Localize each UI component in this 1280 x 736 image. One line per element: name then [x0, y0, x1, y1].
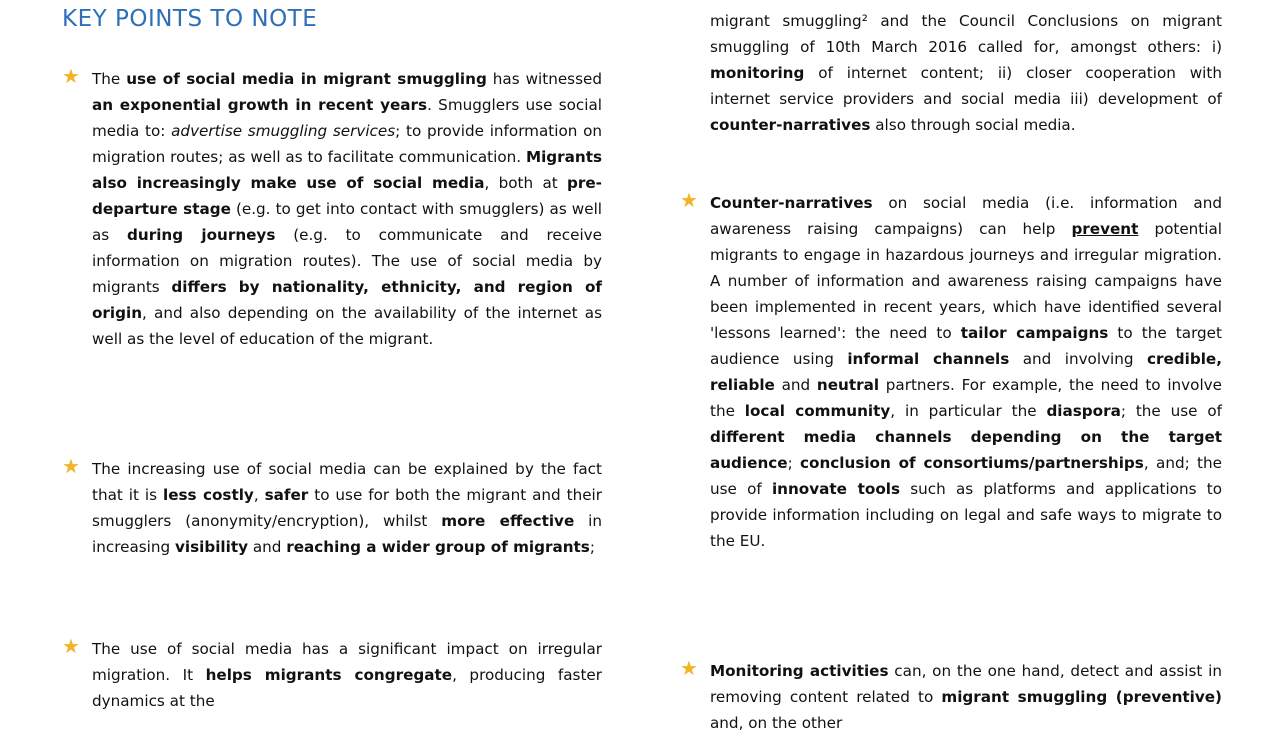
emphasis-text: informal channels — [847, 350, 1010, 368]
emphasis-text: prevent — [1071, 220, 1139, 238]
key-point-text: The increasing use of social media can be explained by the fact that it is less costly, safer to use for both the migrant and their smugglers (anonymity/encryption), whilst more effective in increasing visibility and reaching a wider group of migrants; — [92, 460, 603, 556]
emphasis-text: neutral — [816, 376, 880, 394]
emphasis-text: different media channels depending on the target audience — [710, 428, 1222, 472]
emphasis-text: diaspora — [1046, 402, 1121, 420]
key-point-block — [680, 188, 1222, 554]
page-title: KEY POINTS TO NOTE — [62, 6, 318, 32]
star-icon: ★ — [680, 188, 698, 212]
emphasis-text: safer — [264, 486, 309, 504]
star-icon: ★ — [62, 454, 80, 478]
key-point-block — [680, 656, 1222, 736]
key-point-text: The use of social media has a significant impact on irregular migration. It helps migrants congregate, producing faster dynamics at the — [92, 640, 602, 710]
emphasis-text: migrant smuggling (preventive) — [941, 688, 1222, 706]
emphasis-text: visibility — [174, 538, 248, 556]
key-point-text: migrant smuggling² and the Council Conclusions on migrant smuggling of 10th March 2016 called for, amongst others: i) monitoring of internet content; ii) closer cooperation with internet service providers and social media iii) development of counter-narratives also through social media. — [710, 12, 1223, 134]
emphasis-text: tailor campaigns — [960, 324, 1109, 342]
key-point-block — [62, 64, 603, 352]
key-point-block — [62, 634, 602, 714]
emphasis-text: an exponential growth in recent years — [92, 96, 428, 114]
key-point-text: The use of social media in migrant smuggling has witnessed an exponential growth in recent years. Smugglers use social media to: advertise smuggling services; to provide information on migration routes; as well as to facilitate communication. Migrants also increasingly make use of social media, both at pre-departure stage (e.g. to get into contact with smugglers) as well as during journeys (e.g. to communicate and receive information on migration routes). The use of social media by migrants differs by nationality, ethnicity, and region of origin, and also depending on the availability of the internet as well as the level of education of the migrant. — [92, 70, 603, 348]
italic-text: advertise smuggling services — [171, 122, 396, 140]
star-icon: ★ — [62, 64, 80, 88]
emphasis-text: differs by nationality, ethnicity, and region of origin — [92, 278, 602, 322]
key-point-block — [62, 454, 603, 560]
emphasis-text: credible, reliable — [710, 350, 1222, 394]
key-point-text: Monitoring activities can, on the one hand, detect and assist in removing content related to migrant smuggling (preventive) and, on the other — [710, 662, 1222, 732]
emphasis-text: innovate tools — [771, 480, 900, 498]
emphasis-text: less costly — [162, 486, 254, 504]
star-icon: ★ — [62, 634, 80, 658]
key-point-text: Counter-narratives on social media (i.e. information and awareness raising campaigns) can help prevent potential migrants to engage in hazardous journeys and irregular migration. A number of information and awareness raising campaigns have been implemented in recent years, which have identified several 'lessons learned': the need to tailor campaigns to the target audience using informal channels and involving credible, reliable and neutral partners. For example, the need to involve the local community, in particular the diaspora; the use of different media channels depending on the target audience; conclusion of consortiums/partnerships, and; the use of innovate tools such as platforms and applications to provide information including on legal and safe ways to migrate to the EU. — [710, 194, 1222, 550]
emphasis-text: counter-narratives — [710, 116, 871, 134]
emphasis-text: pre-departure stage — [92, 174, 602, 218]
emphasis-text: local community — [744, 402, 891, 420]
emphasis-text: Migrants also increasingly make use of social media — [92, 148, 602, 192]
emphasis-text: monitoring — [710, 64, 805, 82]
emphasis-text: more effective — [441, 512, 575, 530]
emphasis-text: Monitoring activities — [710, 662, 889, 680]
emphasis-text: use of social media in migrant smuggling — [126, 70, 487, 88]
emphasis-text: helps migrants congregate — [205, 666, 453, 684]
emphasis-text: during journeys — [127, 226, 276, 244]
emphasis-text: Counter-narratives — [710, 194, 873, 212]
emphasis-text: reaching a wider group of migrants — [286, 538, 590, 556]
star-icon: ★ — [680, 656, 698, 680]
emphasis-text: conclusion of consortiums/partnerships — [800, 454, 1144, 472]
key-point-continuation — [710, 8, 1222, 138]
